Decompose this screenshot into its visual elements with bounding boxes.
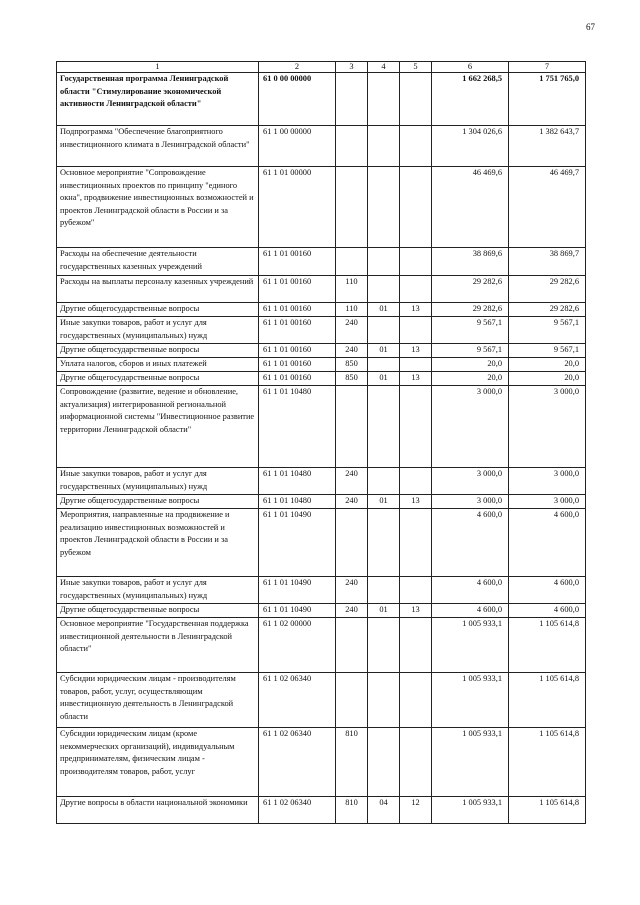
row-rz: 01 bbox=[368, 495, 400, 509]
column-header: 1 bbox=[57, 62, 259, 73]
row-vr: 110 bbox=[336, 276, 368, 303]
table-row bbox=[57, 303, 586, 317]
row-vr: 240 bbox=[336, 468, 368, 495]
table-row bbox=[57, 604, 586, 618]
row-sum-1: 1 304 026,6 bbox=[432, 126, 509, 167]
row-pr bbox=[400, 276, 432, 303]
row-sum-1: 29 282,6 bbox=[432, 276, 509, 303]
row-pr: 13 bbox=[400, 604, 432, 618]
row-sum-1: 38 869,6 bbox=[432, 248, 509, 276]
row-csr: 61 1 01 00160 bbox=[259, 358, 336, 372]
row-rz bbox=[368, 248, 400, 276]
row-name: Субсидии юридическим лицам - производителям товаров, работ, услуг, осуществляющим инвестиционную деятельность в Ленинградской области bbox=[57, 673, 259, 728]
table-row bbox=[57, 797, 586, 824]
row-name: Уплата налогов, сборов и иных платежей bbox=[57, 358, 259, 372]
row-vr bbox=[336, 509, 368, 577]
row-name: Иные закупки товаров, работ и услуг для государственных (муниципальных) нужд bbox=[57, 468, 259, 495]
row-name: Другие общегосударственные вопросы bbox=[57, 495, 259, 509]
row-sum-2: 29 282,6 bbox=[509, 303, 586, 317]
row-pr bbox=[400, 248, 432, 276]
row-sum-2: 4 600,0 bbox=[509, 509, 586, 577]
row-sum-1: 1 005 933,1 bbox=[432, 618, 509, 673]
table-row bbox=[57, 126, 586, 167]
table-row bbox=[57, 167, 586, 248]
row-rz bbox=[368, 673, 400, 728]
row-rz bbox=[368, 276, 400, 303]
row-rz bbox=[368, 126, 400, 167]
table-row bbox=[57, 248, 586, 276]
row-name: Основное мероприятие "Государственная поддержка инвестиционной деятельности в Ленинградской области" bbox=[57, 618, 259, 673]
table-row bbox=[57, 344, 586, 358]
row-rz bbox=[368, 468, 400, 495]
table-row bbox=[57, 468, 586, 495]
row-sum-1: 1 005 933,1 bbox=[432, 673, 509, 728]
row-pr: 13 bbox=[400, 344, 432, 358]
row-sum-1: 20,0 bbox=[432, 372, 509, 386]
page-number: 67 bbox=[586, 22, 595, 32]
row-vr bbox=[336, 673, 368, 728]
row-name: Сопровождение (развитие, ведение и обновление, актуализация) интегрированной региональной информационной системы "Инвестиционное развитие территории Ленинградской области" bbox=[57, 386, 259, 468]
row-csr: 61 1 01 00160 bbox=[259, 276, 336, 303]
column-header: 5 bbox=[400, 62, 432, 73]
table-row bbox=[57, 73, 586, 126]
row-sum-1: 4 600,0 bbox=[432, 577, 509, 604]
row-vr bbox=[336, 618, 368, 673]
row-sum-2: 4 600,0 bbox=[509, 604, 586, 618]
row-sum-1: 1 005 933,1 bbox=[432, 797, 509, 824]
row-name: Расходы на выплаты персоналу казенных учреждений bbox=[57, 276, 259, 303]
row-pr bbox=[400, 73, 432, 126]
row-sum-2: 20,0 bbox=[509, 372, 586, 386]
row-pr bbox=[400, 167, 432, 248]
table-row bbox=[57, 495, 586, 509]
row-sum-1: 4 600,0 bbox=[432, 604, 509, 618]
row-sum-2: 9 567,1 bbox=[509, 317, 586, 344]
row-pr bbox=[400, 358, 432, 372]
row-sum-2: 9 567,1 bbox=[509, 344, 586, 358]
row-pr bbox=[400, 673, 432, 728]
row-csr: 61 1 01 10490 bbox=[259, 509, 336, 577]
table-row bbox=[57, 728, 586, 797]
row-sum-2: 46 469,7 bbox=[509, 167, 586, 248]
row-csr: 61 1 02 06340 bbox=[259, 728, 336, 797]
row-name: Другие вопросы в области национальной экономики bbox=[57, 797, 259, 824]
row-sum-2: 3 000,0 bbox=[509, 386, 586, 468]
table-row bbox=[57, 673, 586, 728]
row-sum-2: 1 105 614,8 bbox=[509, 673, 586, 728]
row-sum-2: 38 869,7 bbox=[509, 248, 586, 276]
row-name: Расходы на обеспечение деятельности государственных казенных учреждений bbox=[57, 248, 259, 276]
row-name: Иные закупки товаров, работ и услуг для государственных (муниципальных) нужд bbox=[57, 577, 259, 604]
row-pr bbox=[400, 618, 432, 673]
row-csr: 61 1 01 00160 bbox=[259, 317, 336, 344]
row-rz: 01 bbox=[368, 372, 400, 386]
row-rz bbox=[368, 509, 400, 577]
row-csr: 61 1 01 00160 bbox=[259, 372, 336, 386]
table-row bbox=[57, 372, 586, 386]
row-rz bbox=[368, 728, 400, 797]
row-pr: 13 bbox=[400, 495, 432, 509]
row-csr: 61 1 02 06340 bbox=[259, 673, 336, 728]
row-name: Подпрограмма "Обеспечение благоприятного инвестиционного климата в Ленинградской области" bbox=[57, 126, 259, 167]
row-vr: 850 bbox=[336, 372, 368, 386]
row-pr bbox=[400, 468, 432, 495]
row-csr: 61 1 01 10480 bbox=[259, 495, 336, 509]
row-sum-2: 29 282,6 bbox=[509, 276, 586, 303]
table-row bbox=[57, 509, 586, 577]
column-header: 7 bbox=[509, 62, 586, 73]
row-name: Государственная программа Ленинградской области "Стимулирование экономической активности Ленинградской области" bbox=[57, 73, 259, 126]
row-sum-2: 3 000,0 bbox=[509, 495, 586, 509]
row-vr: 110 bbox=[336, 303, 368, 317]
row-sum-1: 1 662 268,5 bbox=[432, 73, 509, 126]
row-rz bbox=[368, 618, 400, 673]
row-pr: 13 bbox=[400, 372, 432, 386]
row-sum-1: 9 567,1 bbox=[432, 317, 509, 344]
row-name: Основное мероприятие "Сопровождение инвестиционных проектов по принципу "единого окна", продвижение инвестиционных возможностей и проектов Ленинградской области в России и за рубежом" bbox=[57, 167, 259, 248]
row-sum-1: 29 282,6 bbox=[432, 303, 509, 317]
row-rz bbox=[368, 358, 400, 372]
row-vr bbox=[336, 386, 368, 468]
row-name: Мероприятия, направленные на продвижение и реализацию инвестиционных возможностей и проектов Ленинградской области в России и за рубежом bbox=[57, 509, 259, 577]
row-name: Другие общегосударственные вопросы bbox=[57, 372, 259, 386]
row-sum-2: 1 382 643,7 bbox=[509, 126, 586, 167]
table-row bbox=[57, 317, 586, 344]
row-sum-1: 9 567,1 bbox=[432, 344, 509, 358]
row-vr: 850 bbox=[336, 358, 368, 372]
row-vr bbox=[336, 126, 368, 167]
row-csr: 61 1 01 00000 bbox=[259, 167, 336, 248]
row-csr: 61 1 01 10480 bbox=[259, 468, 336, 495]
row-sum-2: 1 751 765,0 bbox=[509, 73, 586, 126]
row-name: Субсидии юридическим лицам (кроме некоммерческих организаций), индивидуальным предпринимателям, физическим лицам - производителям товаров, работ, услуг bbox=[57, 728, 259, 797]
table-row bbox=[57, 276, 586, 303]
row-name: Иные закупки товаров, работ и услуг для государственных (муниципальных) нужд bbox=[57, 317, 259, 344]
row-rz bbox=[368, 73, 400, 126]
row-rz bbox=[368, 317, 400, 344]
column-header: 6 bbox=[432, 62, 509, 73]
row-csr: 61 0 00 00000 bbox=[259, 73, 336, 126]
row-csr: 61 1 01 00160 bbox=[259, 344, 336, 358]
row-sum-1: 20,0 bbox=[432, 358, 509, 372]
row-pr bbox=[400, 509, 432, 577]
row-sum-1: 3 000,0 bbox=[432, 468, 509, 495]
row-name: Другие общегосударственные вопросы bbox=[57, 604, 259, 618]
row-sum-1: 3 000,0 bbox=[432, 386, 509, 468]
table-row bbox=[57, 577, 586, 604]
row-rz bbox=[368, 167, 400, 248]
row-sum-1: 3 000,0 bbox=[432, 495, 509, 509]
row-name: Другие общегосударственные вопросы bbox=[57, 344, 259, 358]
row-pr bbox=[400, 317, 432, 344]
row-rz bbox=[368, 577, 400, 604]
row-pr: 13 bbox=[400, 303, 432, 317]
row-vr: 240 bbox=[336, 317, 368, 344]
column-header: 4 bbox=[368, 62, 400, 73]
row-pr bbox=[400, 728, 432, 797]
column-header: 2 bbox=[259, 62, 336, 73]
row-vr: 240 bbox=[336, 495, 368, 509]
column-header: 3 bbox=[336, 62, 368, 73]
row-csr: 61 1 02 06340 bbox=[259, 797, 336, 824]
table-row bbox=[57, 386, 586, 468]
row-sum-2: 20,0 bbox=[509, 358, 586, 372]
row-vr bbox=[336, 73, 368, 126]
table-row bbox=[57, 618, 586, 673]
row-rz: 01 bbox=[368, 303, 400, 317]
row-sum-2: 4 600,0 bbox=[509, 577, 586, 604]
row-name: Другие общегосударственные вопросы bbox=[57, 303, 259, 317]
row-sum-2: 1 105 614,8 bbox=[509, 728, 586, 797]
row-vr bbox=[336, 167, 368, 248]
row-rz bbox=[368, 386, 400, 468]
budget-table bbox=[56, 61, 586, 824]
row-csr: 61 1 01 10480 bbox=[259, 386, 336, 468]
row-rz: 01 bbox=[368, 604, 400, 618]
table-row bbox=[57, 358, 586, 372]
row-csr: 61 1 02 00000 bbox=[259, 618, 336, 673]
header-row bbox=[57, 62, 586, 73]
row-pr: 12 bbox=[400, 797, 432, 824]
row-vr bbox=[336, 248, 368, 276]
row-sum-2: 1 105 614,8 bbox=[509, 797, 586, 824]
row-pr bbox=[400, 126, 432, 167]
row-pr bbox=[400, 577, 432, 604]
row-rz: 04 bbox=[368, 797, 400, 824]
row-csr: 61 1 01 00160 bbox=[259, 303, 336, 317]
row-rz: 01 bbox=[368, 344, 400, 358]
row-csr: 61 1 00 00000 bbox=[259, 126, 336, 167]
row-sum-2: 1 105 614,8 bbox=[509, 618, 586, 673]
row-vr: 240 bbox=[336, 604, 368, 618]
row-csr: 61 1 01 00160 bbox=[259, 248, 336, 276]
row-vr: 240 bbox=[336, 577, 368, 604]
row-vr: 810 bbox=[336, 797, 368, 824]
row-csr: 61 1 01 10490 bbox=[259, 577, 336, 604]
row-sum-1: 1 005 933,1 bbox=[432, 728, 509, 797]
row-sum-2: 3 000,0 bbox=[509, 468, 586, 495]
row-csr: 61 1 01 10490 bbox=[259, 604, 336, 618]
row-sum-1: 4 600,0 bbox=[432, 509, 509, 577]
row-vr: 240 bbox=[336, 344, 368, 358]
row-sum-1: 46 469,6 bbox=[432, 167, 509, 248]
row-vr: 810 bbox=[336, 728, 368, 797]
row-pr bbox=[400, 386, 432, 468]
